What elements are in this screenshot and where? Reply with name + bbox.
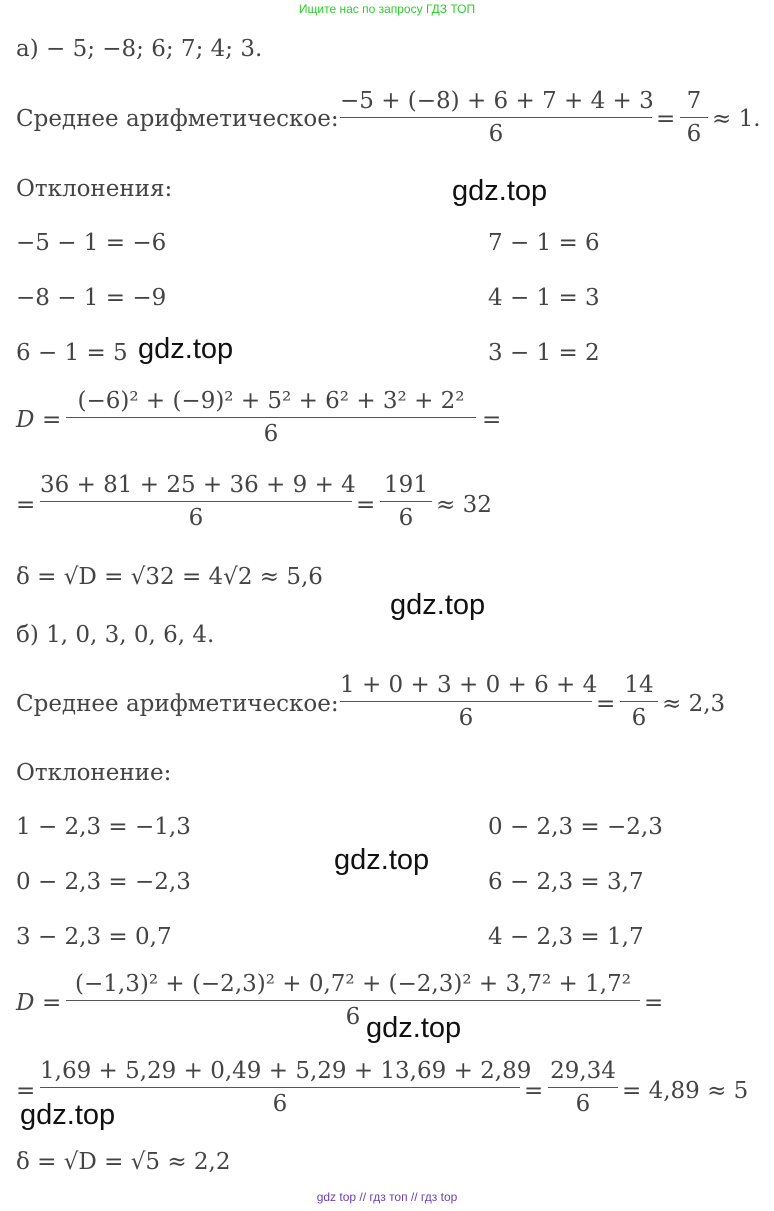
fraction-bar <box>66 417 476 418</box>
fraction-bar <box>620 701 658 702</box>
part-b-variance-fraction <box>66 969 640 1032</box>
part-b-mean-denominator: 6 <box>458 705 474 731</box>
part-b-deviation-right-2: 6 − 2,3 = 3,7 <box>488 869 644 895</box>
part-a-deviation-right-1: 7 − 1 = 6 <box>488 230 600 256</box>
part-b-deviation-left-3: 3 − 2,3 = 0,7 <box>16 924 172 950</box>
part-a-mean-denominator: 6 <box>488 121 504 147</box>
part-a-variance-result-denominator: 6 <box>398 505 414 531</box>
fraction-bar <box>380 501 432 502</box>
part-b-deviation-right-3: 4 − 2,3 = 1,7 <box>488 924 644 950</box>
part-b-variance-sum-denominator: 6 <box>272 1091 288 1117</box>
part-a-label: а) − 5; −8; 6; 7; 4; 3. <box>16 36 263 62</box>
equals-sign: = <box>482 407 502 433</box>
part-a-deviations-label: Отклонения: <box>16 176 173 202</box>
part-a-deviation-left-3: 6 − 1 = 5 <box>16 340 128 366</box>
part-b-variance-symbol: D <box>16 990 35 1016</box>
equals-sign: = <box>644 990 664 1016</box>
part-b-mean-label: Среднее арифметическое: <box>16 691 339 717</box>
watermark: gdz.top <box>138 333 234 365</box>
part-b-mean-numerator: 1 + 0 + 3 + 0 + 6 + 4 <box>340 672 598 698</box>
part-b-mean-result-fraction <box>620 670 658 733</box>
watermark: gdz.top <box>390 589 486 621</box>
part-a-deviation-left-1: −5 − 1 = −6 <box>16 230 167 256</box>
fraction-bar <box>66 1000 640 1001</box>
part-b-mean-result: ≈ 2,3 <box>662 691 726 717</box>
equals-sign: = <box>656 106 676 132</box>
header-search-link[interactable]: Ищите нас по запросу ГДЗ ТОП <box>298 2 476 16</box>
watermark: gdz.top <box>452 175 548 207</box>
part-b-variance-result-denominator: 6 <box>575 1091 591 1117</box>
part-b-variance-numerator: (−1,3)² + (−2,3)² + 0,7² + (−2,3)² + 3,7² + 1,7² <box>75 971 631 997</box>
equals-sign: = <box>42 407 62 433</box>
part-b-variance-sum-numerator: 1,69 + 5,29 + 0,49 + 5,29 + 13,69 + 2,89 <box>40 1058 532 1084</box>
fraction-bar <box>340 117 652 118</box>
watermark: gdz.top <box>366 1012 462 1044</box>
part-b-label: б) 1, 0, 3, 0, 6, 4. <box>16 622 215 648</box>
equals-sign: = <box>596 691 616 717</box>
part-a-variance-result: ≈ 32 <box>436 492 492 518</box>
part-b-std-deviation: δ = √D = √5 ≈ 2,2 <box>16 1149 231 1175</box>
part-b-deviation-right-1: 0 − 2,3 = −2,3 <box>488 814 663 840</box>
fraction-bar <box>680 117 708 118</box>
part-a-variance-numerator: (−6)² + (−9)² + 5² + 6² + 3² + 2² <box>77 388 465 414</box>
fraction-bar <box>40 501 352 502</box>
part-a-variance-sum-denominator: 6 <box>188 505 204 531</box>
watermark: gdz.top <box>20 1099 116 1131</box>
part-a-mean-numerator: −5 + (−8) + 6 + 7 + 4 + 3 <box>340 88 654 114</box>
part-a-deviation-left-2: −8 − 1 = −9 <box>16 285 167 311</box>
equals-sign: = <box>356 492 376 518</box>
equals-sign: = <box>524 1078 544 1104</box>
part-b-mean-result-denominator: 6 <box>631 705 647 731</box>
part-a-variance-denominator: 6 <box>263 421 279 447</box>
part-a-variance-result-numerator: 191 <box>384 472 428 498</box>
fraction-bar <box>548 1087 618 1088</box>
part-a-variance-fraction <box>66 386 476 449</box>
part-a-variance-sum-numerator: 36 + 81 + 25 + 36 + 9 + 4 <box>40 472 356 498</box>
part-b-variance-result: = 4,89 ≈ 5 <box>622 1078 749 1104</box>
part-a-variance-symbol: D <box>16 407 35 433</box>
fraction-bar <box>40 1087 520 1088</box>
part-a-variance-result-fraction <box>380 470 432 533</box>
part-a-mean-label: Среднее арифметическое: <box>16 106 339 132</box>
equals-sign: = <box>42 990 62 1016</box>
part-a-std-deviation: δ = √D = √32 = 4√2 ≈ 5,6 <box>16 564 323 590</box>
part-a-deviation-right-2: 4 − 1 = 3 <box>488 285 600 311</box>
part-a-mean-result-fraction <box>680 86 708 149</box>
part-a-mean-result: ≈ 1. <box>712 106 761 132</box>
part-b-mean-fraction <box>340 670 598 733</box>
part-a-variance-sum-fraction <box>40 470 356 533</box>
fraction-bar <box>340 701 592 702</box>
part-b-variance-denominator: 6 <box>345 1004 361 1030</box>
watermark: gdz.top <box>334 844 430 876</box>
part-a-mean-fraction <box>340 86 652 149</box>
part-b-variance-result-numerator: 29,34 <box>550 1058 616 1084</box>
equals-sign: = <box>16 492 36 518</box>
part-b-variance-result-fraction <box>548 1056 618 1119</box>
footer-links[interactable]: gdz top // гдз топ // гдз top <box>316 1190 458 1204</box>
equals-sign: = <box>16 1078 36 1104</box>
part-a-mean-result-denominator: 6 <box>686 121 702 147</box>
part-a-deviation-right-3: 3 − 1 = 2 <box>488 340 600 366</box>
part-b-deviations-label: Отклонение: <box>16 760 172 786</box>
part-b-deviation-left-1: 1 − 2,3 = −1,3 <box>16 814 191 840</box>
part-b-mean-result-numerator: 14 <box>624 672 654 698</box>
part-b-deviation-left-2: 0 − 2,3 = −2,3 <box>16 869 191 895</box>
part-a-mean-result-numerator: 7 <box>686 88 702 114</box>
